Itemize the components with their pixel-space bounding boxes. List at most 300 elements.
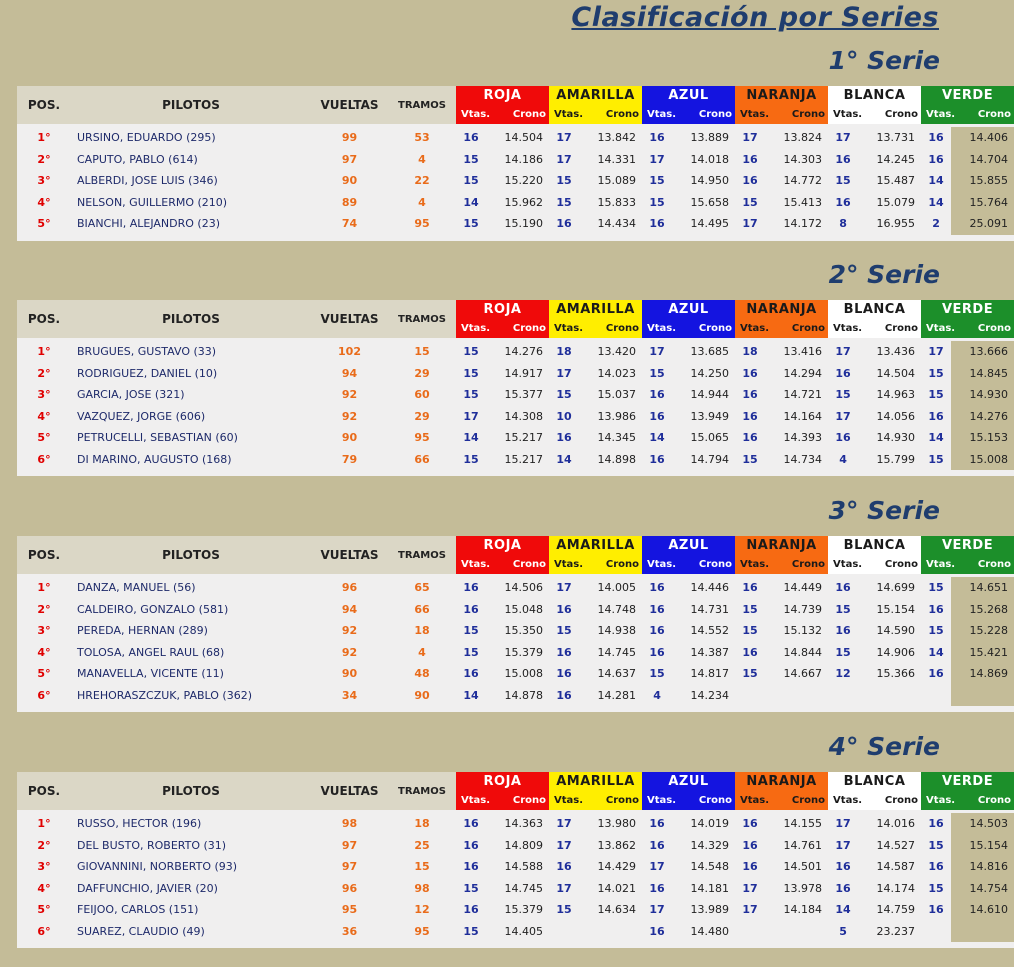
vtas-subheader: Vtas. <box>828 319 858 338</box>
pilot-name: CALDEIRO, GONZALO (581) <box>77 602 229 616</box>
time-amarilla: 15.089 <box>597 174 637 188</box>
laps-total: 96 <box>341 581 358 595</box>
time-azul: 14.950 <box>690 174 730 188</box>
time-roja: 14.809 <box>504 838 543 852</box>
time-amarilla: 14.745 <box>597 645 637 659</box>
laps-azul: 16 <box>649 817 665 831</box>
vueltas-header: VUELTAS <box>311 86 388 124</box>
laps-azul: 15 <box>649 366 665 380</box>
laps-azul: 16 <box>649 217 665 231</box>
pos-header: POS. <box>17 772 71 810</box>
laps-verde: 14 <box>928 645 944 659</box>
time-roja: 14.405 <box>504 924 543 938</box>
time-azul: 14.817 <box>690 667 730 681</box>
spacer <box>17 235 1014 241</box>
time-verde: 15.764 <box>969 195 1009 209</box>
time-amarilla: 14.938 <box>597 624 637 638</box>
serie-title: 4° Serie <box>828 732 940 761</box>
serie-table-panel <box>17 536 1012 712</box>
laps-verde <box>921 921 951 943</box>
laps-amarilla: 15 <box>556 174 572 188</box>
time-azul: 14.731 <box>690 602 730 616</box>
pos-header: POS. <box>17 300 71 338</box>
time-naranja: 14.172 <box>783 217 823 231</box>
laps-naranja: 16 <box>742 817 758 831</box>
column-header-naranja: NARANJA <box>735 772 828 791</box>
time-amarilla: 14.021 <box>597 881 637 895</box>
crono-subheader: Crono <box>765 791 828 810</box>
laps-verde: 16 <box>928 903 944 917</box>
crono-subheader: Crono <box>951 105 1014 124</box>
time-blanca: 14.016 <box>876 817 916 831</box>
position: 5° <box>37 667 51 681</box>
laps-roja: 15 <box>463 345 479 359</box>
position: 6° <box>37 924 51 938</box>
column-header-naranja: NARANJA <box>735 300 828 319</box>
time-blanca: 14.504 <box>876 366 916 380</box>
time-verde: 15.228 <box>969 624 1009 638</box>
laps-roja: 16 <box>463 602 479 616</box>
position: 2° <box>37 602 51 616</box>
laps-total: 102 <box>338 345 361 359</box>
column-header-blanca: BLANCA <box>828 772 921 791</box>
crono-subheader: Crono <box>672 105 735 124</box>
laps-roja: 16 <box>463 817 479 831</box>
column-header-blanca: BLANCA <box>828 536 921 555</box>
time-blanca: 14.759 <box>876 903 916 917</box>
pilot-name: HREHORASZCZUK, PABLO (362) <box>77 688 252 702</box>
time-naranja: 14.844 <box>783 645 823 659</box>
pilot-name: PETRUCELLI, SEBASTIAN (60) <box>77 431 238 445</box>
position: 3° <box>37 624 51 638</box>
time-amarilla: 13.862 <box>597 838 637 852</box>
vtas-subheader: Vtas. <box>735 555 765 574</box>
time-azul: 14.234 <box>690 688 730 702</box>
laps-verde: 16 <box>928 131 944 145</box>
laps-naranja: 16 <box>742 409 758 423</box>
segments-count: 95 <box>414 431 430 445</box>
laps-naranja: 15 <box>742 452 758 466</box>
time-verde: 15.268 <box>969 602 1009 616</box>
vtas-subheader: Vtas. <box>456 105 486 124</box>
laps-roja: 16 <box>463 838 479 852</box>
laps-roja: 14 <box>463 431 479 445</box>
time-verde: 14.503 <box>969 817 1009 831</box>
time-roja: 15.217 <box>504 452 543 466</box>
time-naranja: 13.416 <box>783 345 823 359</box>
time-verde: 14.276 <box>969 409 1009 423</box>
position: 3° <box>37 860 51 874</box>
laps-naranja: 15 <box>742 667 758 681</box>
pilot-name: FEIJOO, CARLOS (151) <box>77 903 199 917</box>
serie-table <box>17 536 1014 712</box>
time-azul: 13.685 <box>690 345 730 359</box>
crono-subheader: Crono <box>765 105 828 124</box>
tramos-header: TRAMOS <box>388 86 456 124</box>
crono-subheader: Crono <box>672 791 735 810</box>
crono-subheader: Crono <box>858 791 921 810</box>
laps-verde: 15 <box>928 838 944 852</box>
laps-azul: 16 <box>649 388 665 402</box>
time-blanca: 14.056 <box>876 409 916 423</box>
time-naranja: 14.772 <box>783 174 823 188</box>
time-verde: 14.651 <box>969 581 1009 595</box>
laps-azul: 15 <box>649 174 665 188</box>
time-naranja: 14.739 <box>783 602 823 616</box>
pilotos-header: PILOTOS <box>71 536 311 574</box>
laps-roja: 17 <box>463 409 479 423</box>
pilot-name: GARCIA, JOSE (321) <box>77 388 185 402</box>
segments-count: 66 <box>414 602 430 616</box>
column-header-amarilla: AMARILLA <box>549 536 642 555</box>
segments-count: 65 <box>414 581 430 595</box>
laps-amarilla: 17 <box>556 366 572 380</box>
time-amarilla: 14.281 <box>597 688 637 702</box>
segments-count: 95 <box>414 217 430 231</box>
laps-roja: 15 <box>463 645 479 659</box>
time-naranja: 13.978 <box>783 881 823 895</box>
pilot-name: RUSSO, HECTOR (196) <box>77 817 202 831</box>
serie-table-panel <box>17 86 1012 241</box>
column-header-amarilla: AMARILLA <box>549 86 642 105</box>
time-naranja: 15.132 <box>783 624 823 638</box>
time-azul: 14.548 <box>690 860 730 874</box>
laps-amarilla: 17 <box>556 152 572 166</box>
laps-azul: 16 <box>649 131 665 145</box>
laps-verde: 16 <box>928 602 944 616</box>
time-blanca: 14.245 <box>876 152 916 166</box>
time-roja: 14.363 <box>504 817 543 831</box>
pilot-name: DANZA, MANUEL (56) <box>77 581 196 595</box>
vtas-subheader: Vtas. <box>456 319 486 338</box>
crono-subheader: Crono <box>486 105 549 124</box>
pilot-name: RODRIGUEZ, DANIEL (10) <box>77 366 218 380</box>
laps-naranja <box>735 921 765 943</box>
laps-total: 97 <box>341 838 358 852</box>
laps-verde: 15 <box>928 881 944 895</box>
laps-roja: 16 <box>463 131 479 145</box>
time-roja: 15.350 <box>504 624 543 638</box>
laps-amarilla: 16 <box>556 602 572 616</box>
laps-naranja: 15 <box>742 624 758 638</box>
laps-azul: 14 <box>649 431 665 445</box>
column-header-amarilla: AMARILLA <box>549 300 642 319</box>
position: 6° <box>37 452 51 466</box>
time-azul: 14.495 <box>690 217 730 231</box>
laps-amarilla: 15 <box>556 388 572 402</box>
table-row <box>17 170 1014 192</box>
table-row <box>17 341 1014 363</box>
column-header-amarilla: AMARILLA <box>549 772 642 791</box>
laps-total: 90 <box>341 667 358 681</box>
laps-azul: 17 <box>649 152 665 166</box>
laps-amarilla: 17 <box>556 581 572 595</box>
laps-blanca <box>828 685 858 707</box>
laps-blanca: 16 <box>835 195 851 209</box>
vtas-subheader: Vtas. <box>828 791 858 810</box>
laps-blanca: 16 <box>835 860 851 874</box>
laps-total: 94 <box>341 602 358 616</box>
serie-title: 3° Serie <box>828 496 940 525</box>
segments-count: 25 <box>414 838 430 852</box>
time-blanca: 14.590 <box>876 624 916 638</box>
vtas-subheader: Vtas. <box>921 555 951 574</box>
laps-azul: 16 <box>649 602 665 616</box>
laps-total: 92 <box>341 388 358 402</box>
crono-subheader: Crono <box>672 555 735 574</box>
pilotos-header: PILOTOS <box>71 300 311 338</box>
time-naranja: 14.294 <box>783 366 823 380</box>
time-azul: 15.658 <box>690 195 730 209</box>
time-azul: 15.065 <box>690 431 730 445</box>
pilot-name: GIOVANNINI, NORBERTO (93) <box>77 860 238 874</box>
time-naranja <box>765 921 828 943</box>
pilot-name: MANAVELLA, VICENTE (11) <box>77 667 224 681</box>
laps-roja: 15 <box>463 217 479 231</box>
time-azul: 14.480 <box>690 924 730 938</box>
vtas-subheader: Vtas. <box>735 319 765 338</box>
laps-naranja: 16 <box>742 838 758 852</box>
time-blanca: 14.930 <box>876 431 916 445</box>
time-verde: 14.610 <box>969 903 1009 917</box>
time-amarilla: 14.345 <box>597 431 637 445</box>
vtas-subheader: Vtas. <box>642 105 672 124</box>
laps-blanca: 5 <box>839 924 847 938</box>
laps-azul: 16 <box>649 838 665 852</box>
laps-verde: 14 <box>928 195 944 209</box>
laps-verde: 14 <box>928 174 944 188</box>
laps-amarilla: 17 <box>556 817 572 831</box>
laps-verde: 15 <box>928 388 944 402</box>
laps-azul: 15 <box>649 195 665 209</box>
spacer <box>17 942 1014 948</box>
laps-naranja: 16 <box>742 431 758 445</box>
table-row <box>17 663 1014 685</box>
laps-azul: 17 <box>649 345 665 359</box>
time-naranja: 14.734 <box>783 452 823 466</box>
table-row <box>17 642 1014 664</box>
time-blanca <box>858 685 921 707</box>
vtas-subheader: Vtas. <box>549 791 579 810</box>
crono-subheader: Crono <box>765 555 828 574</box>
segments-count: 90 <box>414 688 430 702</box>
pos-header: POS. <box>17 86 71 124</box>
page-title: Clasificación por Series <box>571 2 939 33</box>
time-blanca: 14.699 <box>876 581 916 595</box>
segments-count: 66 <box>414 452 430 466</box>
column-header-blanca: BLANCA <box>828 86 921 105</box>
laps-blanca: 4 <box>839 452 847 466</box>
position: 1° <box>37 345 51 359</box>
laps-total: 90 <box>341 431 358 445</box>
laps-amarilla: 16 <box>556 667 572 681</box>
pilot-name: NELSON, GUILLERMO (210) <box>77 195 228 209</box>
table-row <box>17 685 1014 707</box>
time-roja: 15.217 <box>504 431 543 445</box>
laps-amarilla: 16 <box>556 217 572 231</box>
pilotos-header: PILOTOS <box>71 86 311 124</box>
time-amarilla: 15.833 <box>597 195 637 209</box>
time-azul: 13.889 <box>690 131 730 145</box>
vtas-subheader: Vtas. <box>921 791 951 810</box>
time-blanca: 14.963 <box>876 388 916 402</box>
vueltas-header: VUELTAS <box>311 536 388 574</box>
laps-verde: 16 <box>928 667 944 681</box>
vtas-subheader: Vtas. <box>549 319 579 338</box>
time-naranja: 14.761 <box>783 838 823 852</box>
time-azul: 14.387 <box>690 645 730 659</box>
pilot-name: PEREDA, HERNAN (289) <box>77 624 208 638</box>
table-row <box>17 213 1014 235</box>
laps-total: 36 <box>341 924 358 938</box>
table-row <box>17 835 1014 857</box>
time-amarilla: 14.634 <box>597 903 637 917</box>
column-header-azul: AZUL <box>642 86 735 105</box>
pilot-name: VAZQUEZ, JORGE (606) <box>77 409 206 423</box>
segments-count: 48 <box>414 667 430 681</box>
laps-total: 74 <box>341 217 358 231</box>
position: 4° <box>37 409 51 423</box>
header-row <box>17 536 1014 555</box>
laps-amarilla: 17 <box>556 838 572 852</box>
time-amarilla: 14.898 <box>597 452 637 466</box>
time-blanca: 23.237 <box>876 924 916 938</box>
column-header-azul: AZUL <box>642 772 735 791</box>
laps-roja: 15 <box>463 881 479 895</box>
header-row <box>17 86 1014 105</box>
segments-count: 60 <box>414 388 430 402</box>
time-azul: 14.018 <box>690 152 730 166</box>
crono-subheader: Crono <box>858 105 921 124</box>
time-azul: 14.446 <box>690 581 730 595</box>
crono-subheader: Crono <box>486 555 549 574</box>
time-roja: 15.379 <box>504 903 543 917</box>
table-row <box>17 127 1014 149</box>
pilot-name: CAPUTO, PABLO (614) <box>77 152 198 166</box>
laps-blanca: 15 <box>835 645 851 659</box>
position: 1° <box>37 131 51 145</box>
laps-amarilla: 17 <box>556 131 572 145</box>
laps-naranja: 16 <box>742 645 758 659</box>
laps-roja: 15 <box>463 924 479 938</box>
time-azul: 13.949 <box>690 409 730 423</box>
laps-azul: 15 <box>649 667 665 681</box>
laps-total: 90 <box>341 174 358 188</box>
crono-subheader: Crono <box>951 319 1014 338</box>
time-blanca: 14.527 <box>876 838 916 852</box>
position: 3° <box>37 388 51 402</box>
segments-count: 18 <box>414 817 430 831</box>
table-row <box>17 620 1014 642</box>
laps-naranja: 18 <box>742 345 758 359</box>
segments-count: 4 <box>418 195 426 209</box>
laps-azul: 16 <box>649 581 665 595</box>
laps-naranja: 15 <box>742 602 758 616</box>
time-azul: 14.794 <box>690 452 730 466</box>
laps-naranja: 17 <box>742 881 758 895</box>
column-header-roja: ROJA <box>456 772 549 791</box>
vtas-subheader: Vtas. <box>456 555 486 574</box>
table-row <box>17 427 1014 449</box>
segments-count: 29 <box>414 409 430 423</box>
position: 4° <box>37 645 51 659</box>
vtas-subheader: Vtas. <box>456 791 486 810</box>
laps-blanca: 16 <box>835 581 851 595</box>
laps-naranja: 15 <box>742 195 758 209</box>
time-naranja: 14.501 <box>783 860 823 874</box>
vtas-subheader: Vtas. <box>642 319 672 338</box>
laps-verde: 14 <box>928 431 944 445</box>
laps-amarilla <box>549 921 579 943</box>
laps-verde <box>921 685 951 707</box>
laps-naranja: 17 <box>742 131 758 145</box>
time-verde <box>951 685 1014 707</box>
segments-count: 53 <box>414 131 430 145</box>
position: 6° <box>37 688 51 702</box>
table-row <box>17 921 1014 943</box>
time-blanca: 15.799 <box>876 452 916 466</box>
time-naranja: 14.184 <box>783 903 823 917</box>
vtas-subheader: Vtas. <box>828 555 858 574</box>
time-blanca: 15.366 <box>876 667 916 681</box>
table-row <box>17 856 1014 878</box>
laps-roja: 14 <box>463 688 479 702</box>
time-azul: 14.181 <box>690 881 730 895</box>
laps-total: 97 <box>341 860 358 874</box>
time-verde: 25.091 <box>969 217 1009 231</box>
time-azul: 14.250 <box>690 366 730 380</box>
laps-amarilla: 16 <box>556 431 572 445</box>
laps-naranja: 16 <box>742 581 758 595</box>
time-blanca: 14.587 <box>876 860 916 874</box>
laps-naranja: 16 <box>742 152 758 166</box>
position: 2° <box>37 366 51 380</box>
column-header-roja: ROJA <box>456 536 549 555</box>
pilot-name: DAFFUNCHIO, JAVIER (20) <box>77 881 218 895</box>
time-amarilla: 13.420 <box>597 345 637 359</box>
time-roja: 15.379 <box>504 645 543 659</box>
pilot-name: BRUGUES, GUSTAVO (33) <box>77 345 217 359</box>
laps-blanca: 12 <box>835 667 851 681</box>
time-verde: 14.869 <box>969 667 1009 681</box>
serie-title: 1° Serie <box>828 46 940 75</box>
laps-roja: 16 <box>463 581 479 595</box>
laps-naranja: 16 <box>742 366 758 380</box>
time-azul: 14.944 <box>690 388 730 402</box>
laps-amarilla: 10 <box>556 409 572 423</box>
segments-count: 18 <box>414 624 430 638</box>
time-amarilla: 14.748 <box>597 602 637 616</box>
laps-verde: 15 <box>928 624 944 638</box>
position: 3° <box>37 174 51 188</box>
laps-blanca: 15 <box>835 174 851 188</box>
laps-verde: 15 <box>928 581 944 595</box>
serie-table <box>17 86 1014 241</box>
laps-blanca: 8 <box>839 217 847 231</box>
time-amarilla: 14.637 <box>597 667 637 681</box>
time-roja: 15.048 <box>504 602 543 616</box>
laps-total: 79 <box>341 452 358 466</box>
laps-azul: 16 <box>649 924 665 938</box>
laps-verde: 15 <box>928 452 944 466</box>
laps-azul: 16 <box>649 409 665 423</box>
time-azul: 13.989 <box>690 903 730 917</box>
laps-total: 89 <box>341 195 358 209</box>
time-naranja: 15.413 <box>783 195 823 209</box>
vueltas-header: VUELTAS <box>311 772 388 810</box>
column-header-blanca: BLANCA <box>828 300 921 319</box>
time-verde: 14.930 <box>969 388 1009 402</box>
